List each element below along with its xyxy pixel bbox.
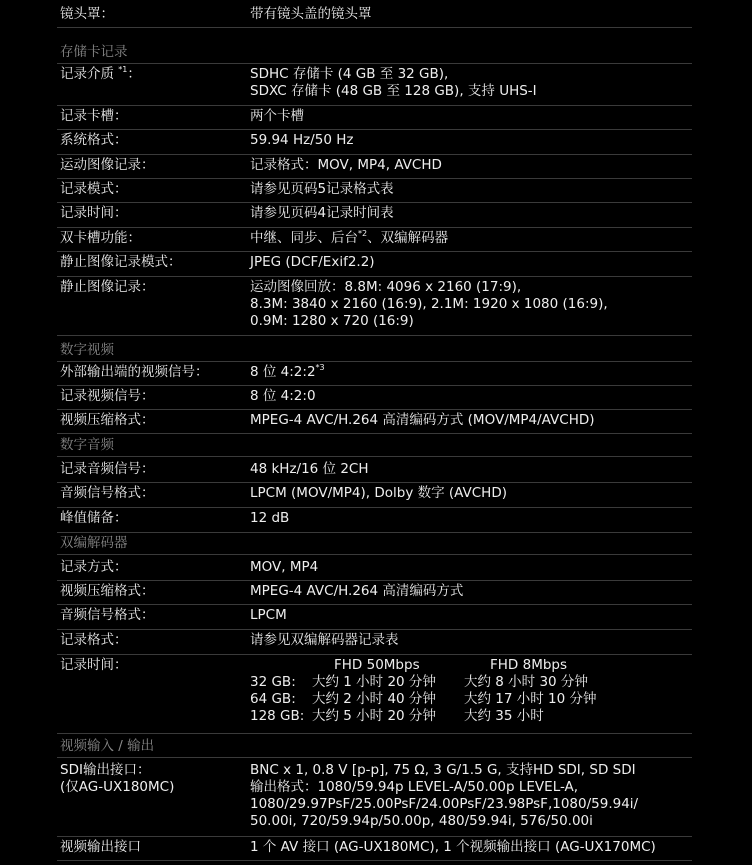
spec-row-still-mode (57, 252, 692, 277)
spec-value: LPCM (250, 607, 287, 623)
spec-label: 记录方式： (60, 559, 128, 575)
spec-value: SDHC 存储卡 (4 GB 至 32 GB), SDXC 存储卡 (48 GB 至 128 GB), 支持 UHS-I (250, 66, 537, 99)
spec-row-recording-media (57, 64, 692, 106)
section-header-digital-video (57, 340, 692, 362)
spec-label: 记录音频信号： (60, 461, 155, 477)
spec-value: MPEG-4 AVC/H.264 高清编码方式 (250, 583, 464, 599)
time-cell: 大约 2 小时 40 分钟 (312, 691, 436, 707)
spec-label: 记录模式： (60, 181, 128, 197)
spec-value: 记录格式：MOV, MP4, AVCHD (250, 157, 442, 173)
section-title: 数字音频 (60, 437, 114, 453)
spec-value: BNC x 1, 0.8 V [p-p], 75 Ω, 3 G/1.5 G, 支持HD SDI, SD SDI 输出格式：1080/59.94p LEVEL-A/50.00p LEVEL-A, 1080/29.97PsF/25.00PsF/24.00PsF/23.98PsF,1080/59.94i/ 50.00i, 720/59.94p/50.00p, 480/59.94i, 576/50.00i (250, 762, 639, 829)
spec-label: 视频压缩格式： (60, 583, 155, 599)
spec-label: 记录时间： (60, 657, 128, 673)
spec-row-audio-format (57, 483, 692, 508)
spec-label: 系统格式： (60, 132, 128, 148)
section-header-dual-codec (57, 533, 692, 555)
spec-row-dual-audio (57, 605, 692, 630)
capacity-label: 128 GB: (250, 708, 305, 724)
spec-label: SDI输出接口： (仅AG-UX180MC) (60, 762, 175, 795)
footnote-mark: *1 (118, 65, 128, 74)
spec-label: 静止图像记录模式： (60, 254, 182, 270)
spec-value: MPEG-4 AVC/H.264 高清编码方式 (MOV/MP4/AVCHD) (250, 412, 595, 428)
time-cell: 大约 35 小时 (464, 708, 544, 724)
spec-value: JPEG (DCF/Exif2.2) (250, 254, 375, 270)
footnote-mark: *2 (358, 229, 368, 238)
spec-label: 峰值储备： (60, 510, 128, 526)
spec-row-card-slots (57, 106, 692, 130)
spec-row-dual-slot (57, 228, 692, 252)
spec-value: 8 位 4:2:0 (250, 388, 316, 404)
section-header-video-io (57, 736, 692, 758)
spec-value: 请参见页码5记录格式表 (250, 181, 394, 197)
spec-row-motion-recording (57, 155, 692, 179)
spec-row-dual-format (57, 630, 692, 655)
time-cell: 大约 8 小时 30 分钟 (464, 674, 588, 690)
spec-row-video-output (57, 837, 692, 861)
capacity-label: 64 GB: (250, 691, 296, 707)
section-header-digital-audio (57, 435, 692, 457)
section-title: 数字视频 (60, 342, 114, 358)
spec-label: 记录视频信号： (60, 388, 155, 404)
spec-label: 音频信号格式： (60, 607, 155, 623)
spec-row-recording-audio-signal (57, 459, 692, 483)
spec-value: 中继、同步、后台$^{*2}$、双编解码器 (250, 229, 449, 246)
spec-row-external-output (57, 362, 692, 386)
spec-label: 镜头罩： (60, 6, 114, 22)
spec-value: 请参见双编解码器记录表 (250, 632, 399, 648)
spec-row-headroom (57, 508, 692, 533)
spec-row-lens-hood (57, 4, 692, 28)
spec-value: 1 个 AV 接口 (AG-UX180MC), 1 个视频输出接口 (AG-UX170MC) (250, 839, 656, 855)
footnote-mark: *3 (315, 363, 325, 372)
spec-value: 请参见页码4记录时间表 (250, 205, 394, 221)
spec-value: MOV, MP4 (250, 559, 319, 575)
spec-label: 视频输出接口 (60, 839, 141, 855)
spec-value: 48 kHz/16 位 2CH (250, 461, 369, 477)
section-title: 视频输入 / 输出 (60, 738, 155, 754)
spec-row-dual-recording-time (57, 655, 692, 734)
section-header-card-recording (57, 42, 692, 64)
spec-label: 记录介质 $^{*1}$： (60, 65, 141, 82)
time-cell: 大约 1 小时 20 分钟 (312, 674, 436, 690)
spec-label: 静止图像记录： (60, 279, 155, 295)
spec-value: LPCM (MOV/MP4), Dolby 数字 (AVCHD) (250, 485, 508, 501)
section-title: 存储卡记录 (60, 44, 128, 60)
section-title: 双编解码器 (60, 535, 128, 551)
spec-row-sdi-output (57, 760, 692, 837)
spec-label: 运动图像记录： (60, 157, 155, 173)
spec-row-recording-video-signal (57, 386, 692, 410)
spec-row-recording-mode (57, 179, 692, 203)
capacity-label: 32 GB: (250, 674, 296, 690)
spec-value: 运动图像回放：8.8M: 4096 x 2160 (17:9), 8.3M: 3840 x 2160 (16:9), 2.1M: 1920 x 1080 (16:9), 0.9M: 1280 x 720 (16:9) (250, 279, 608, 329)
column-header: FHD 8Mbps (490, 657, 568, 673)
spec-row-recording-time (57, 203, 692, 228)
recording-time-table (250, 657, 752, 725)
time-cell: 大约 17 小时 10 分钟 (464, 691, 597, 707)
spec-label: 双卡槽功能： (60, 230, 141, 246)
spec-label: 音频信号格式： (60, 485, 155, 501)
spec-value: 两个卡槽 (250, 108, 304, 124)
spec-row-dual-compression (57, 581, 692, 605)
spec-value: 8 位 4:2:2$^{*3}$ (250, 363, 325, 380)
spec-label: 视频压缩格式： (60, 412, 155, 428)
spec-label: 记录卡槽： (60, 108, 128, 124)
spec-row-system-format (57, 130, 692, 155)
spec-row-dual-method (57, 557, 692, 581)
spec-label: 记录时间： (60, 205, 128, 221)
spec-label: 外部输出端的视频信号： (60, 364, 209, 380)
spec-value: 带有镜头盖的镜头罩 (250, 6, 372, 22)
time-cell: 大约 5 小时 20 分钟 (312, 708, 436, 724)
spec-row-video-compression (57, 410, 692, 434)
spec-value: 12 dB (250, 510, 290, 526)
spec-value: 59.94 Hz/50 Hz (250, 132, 354, 148)
column-header: FHD 50Mbps (334, 657, 420, 673)
spec-label: 记录格式： (60, 632, 128, 648)
spec-row-still-recording (57, 277, 692, 336)
